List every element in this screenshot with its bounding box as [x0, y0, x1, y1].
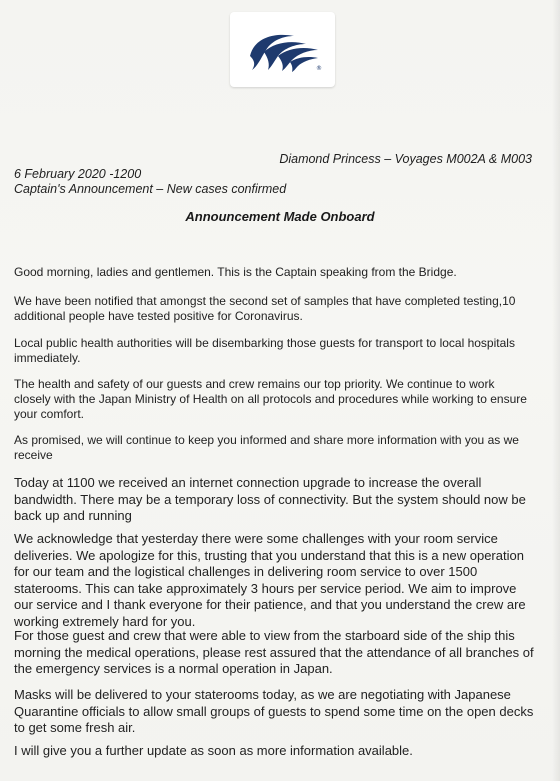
sea-witch-logo-icon	[244, 26, 324, 76]
paragraph-health-safety: The health and safety of our guests and crew remains our top priority. We continue to work closely with the Japan Ministry of Health on all protocols and procedures while working to ensure your comfort.	[14, 377, 527, 421]
paragraph-masks: Masks will be delivered to your staterooms today, as we are negotiating with Japanese Quarantine officials to allow small groups of guests to spend some time on the open decks to get some fresh air.	[14, 687, 534, 735]
page-edge-shadow	[552, 0, 560, 781]
paragraph-disembarking: Local public health authorities will be disembarking those guests for transport to local hospitals immediately.	[14, 336, 515, 365]
paragraph-greeting: Good morning, ladies and gentlemen. This is the Captain speaking from the Bridge.	[14, 265, 457, 279]
voyage-line: Diamond Princess – Voyages M002A & M003	[279, 152, 532, 166]
paragraph-internet: Today at 1100 we received an internet connection upgrade to increase the overall bandwidth. There may be a temporary loss of connectivity. But the system should now be back up and running	[14, 475, 526, 523]
paragraph-further-update: I will give you a further update as soon as more information available.	[14, 743, 413, 758]
paragraph-medical-operations: For those guest and crew that were able to view from the starboard side of the ship this morning the medical operations, please rest assured that the attendance of all branches of the emergency services is a normal operation in Japan.	[14, 628, 534, 676]
announcement-subtitle: Captain's Announcement – New cases confirmed	[14, 182, 287, 196]
paragraph-keep-informed: As promised, we will continue to keep you informed and share more information with you as we receive	[14, 433, 519, 462]
announcement-title: Announcement Made Onboard	[185, 209, 375, 224]
logo-card	[230, 12, 335, 87]
paragraph-new-cases: We have been notified that amongst the second set of samples that have completed testing,10 additional people have tested positive for Coronavirus.	[14, 294, 516, 323]
registered-mark: ®	[316, 65, 322, 72]
paragraph-room-service: We acknowledge that yesterday there were some challenges with your room service deliveries. We apologize for this, trusting that you understand that this is a new operation for our team and the logistical challenges in delivering room service to over 1500 staterooms. This can take approximately 3 hours per service period. We aim to improve our service and I thank everyone for their patience, and that you understand the crew are working extremely hard for you.	[14, 531, 526, 629]
date-line: 6 February 2020 -1200	[14, 167, 142, 181]
